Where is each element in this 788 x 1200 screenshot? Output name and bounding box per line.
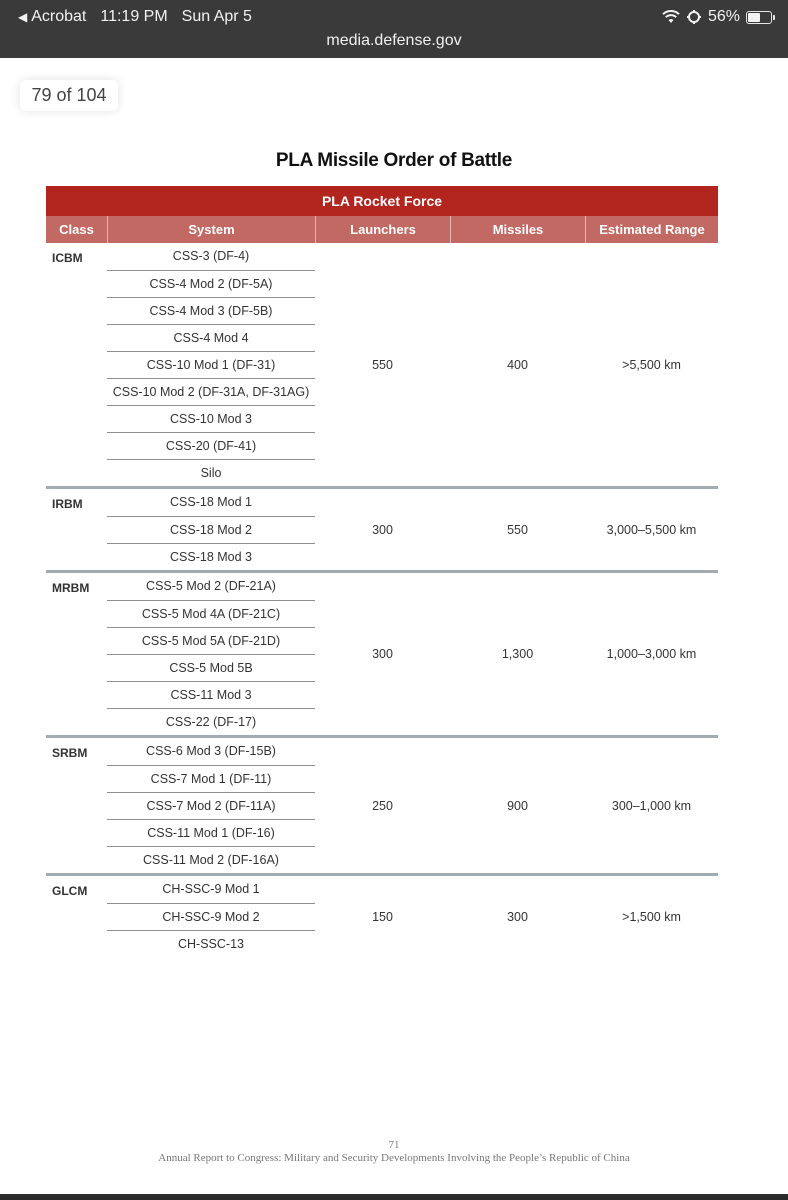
system-row: CSS-7 Mod 2 (DF-11A) xyxy=(107,792,315,819)
system-row: CSS-18 Mod 2 xyxy=(107,516,315,543)
document-title: PLA Missile Order of Battle xyxy=(275,150,513,171)
column-header-launchers: Launchers xyxy=(315,216,450,243)
system-row: CSS-7 Mod 1 (DF-11) xyxy=(107,765,315,792)
system-row: Silo xyxy=(107,459,315,486)
group-range: 300–1,000 km xyxy=(611,798,692,813)
table-banner: PLA Rocket Force xyxy=(46,186,718,216)
system-row: CSS-3 (DF-4) xyxy=(172,249,250,263)
group-launchers: 150 xyxy=(372,909,393,924)
system-row: CSS-10 Mod 1 (DF-31) xyxy=(107,351,315,378)
page-footer xyxy=(0,1139,788,1164)
column-header-class: Class xyxy=(59,222,94,237)
system-list xyxy=(107,243,315,486)
system-row: CSS-5 Mod 2 (DF-21A) xyxy=(146,579,276,593)
system-row: CSS-5 Mod 4A (DF-21C) xyxy=(107,600,315,627)
group-missiles: 900 xyxy=(507,798,528,813)
column-header-missiles: Missiles xyxy=(450,216,585,243)
footer-caption: Annual Report to Congress: Military and Security Developments Involving the People’s Republic of China xyxy=(158,1152,630,1164)
group-missiles: 1,300 xyxy=(501,647,534,661)
group-class: MRBM xyxy=(52,581,90,595)
bottom-edge xyxy=(0,1194,788,1200)
system-row: CSS-11 Mod 2 (DF-16A) xyxy=(107,846,315,873)
battery-fill xyxy=(748,13,760,22)
system-row: CSS-4 Mod 2 (DF-5A) xyxy=(107,270,315,297)
system-list xyxy=(107,489,315,570)
page-counter: 79 of 104 xyxy=(20,80,118,111)
group-launchers: 300 xyxy=(372,647,393,661)
group-launchers: 250 xyxy=(372,798,393,813)
system-row: CSS-4 Mod 3 (DF-5B) xyxy=(107,297,315,324)
table-group xyxy=(46,570,718,735)
table-group xyxy=(46,486,718,570)
orientation-lock-icon xyxy=(686,9,702,25)
status-left xyxy=(18,8,252,26)
status-time: 11:19 PM xyxy=(100,8,168,25)
system-row: CSS-18 Mod 1 xyxy=(170,495,252,509)
group-launchers: 550 xyxy=(372,357,393,372)
system-row: CSS-10 Mod 3 xyxy=(107,405,315,432)
group-missiles: 550 xyxy=(507,522,528,537)
column-header-range: Estimated Range xyxy=(585,216,718,243)
system-row: CSS-11 Mod 1 (DF-16) xyxy=(107,819,315,846)
back-arrow-icon[interactable]: ◀ xyxy=(18,10,28,24)
table-header xyxy=(46,216,718,243)
group-class: ICBM xyxy=(52,251,83,265)
system-row: CSS-5 Mod 5B xyxy=(107,654,315,681)
group-range: >5,500 km xyxy=(622,357,681,372)
group-class: SRBM xyxy=(52,746,88,760)
group-launchers: 300 xyxy=(372,522,393,537)
system-list xyxy=(107,876,315,957)
system-row: CSS-6 Mod 3 (DF-15B) xyxy=(146,744,276,758)
system-row: CH-SSC-9 Mod 1 xyxy=(162,882,260,896)
system-row: CSS-18 Mod 3 xyxy=(107,543,315,570)
system-list xyxy=(107,573,315,735)
table-group xyxy=(46,735,718,873)
group-class: IRBM xyxy=(52,497,83,511)
table-body xyxy=(46,243,718,957)
column-header-system: System xyxy=(107,216,315,243)
group-range: >1,500 km xyxy=(622,909,681,924)
group-range: 1,000–3,000 km xyxy=(606,647,697,661)
group-class: GLCM xyxy=(52,884,88,898)
system-row: CSS-11 Mod 3 xyxy=(107,681,315,708)
table-group xyxy=(46,873,718,957)
group-missiles: 400 xyxy=(507,357,528,372)
group-missiles: 300 xyxy=(507,909,528,924)
wifi-icon xyxy=(662,10,680,24)
back-to-app-link[interactable]: Acrobat xyxy=(31,8,87,25)
system-row: CH-SSC-9 Mod 2 xyxy=(107,903,315,930)
system-row: CSS-10 Mod 2 (DF-31A, DF-31AG) xyxy=(107,378,315,405)
system-row: CSS-5 Mod 5A (DF-21D) xyxy=(107,627,315,654)
system-row: CSS-4 Mod 4 xyxy=(107,324,315,351)
system-row: CH-SSC-13 xyxy=(107,930,315,957)
missile-table xyxy=(46,186,718,957)
url-bar[interactable]: media.defense.gov xyxy=(326,32,462,49)
system-row: CSS-20 (DF-41) xyxy=(107,432,315,459)
status-right xyxy=(662,8,772,26)
battery-icon xyxy=(746,11,772,24)
battery-percent: 56% xyxy=(707,8,740,25)
system-row: CSS-22 (DF-17) xyxy=(107,708,315,735)
status-bar xyxy=(0,0,788,58)
page-number: 71 xyxy=(388,1139,400,1151)
table-group xyxy=(46,243,718,486)
system-list xyxy=(107,738,315,873)
group-range: 3,000–5,500 km xyxy=(606,522,697,537)
status-date: Sun Apr 5 xyxy=(181,8,252,25)
